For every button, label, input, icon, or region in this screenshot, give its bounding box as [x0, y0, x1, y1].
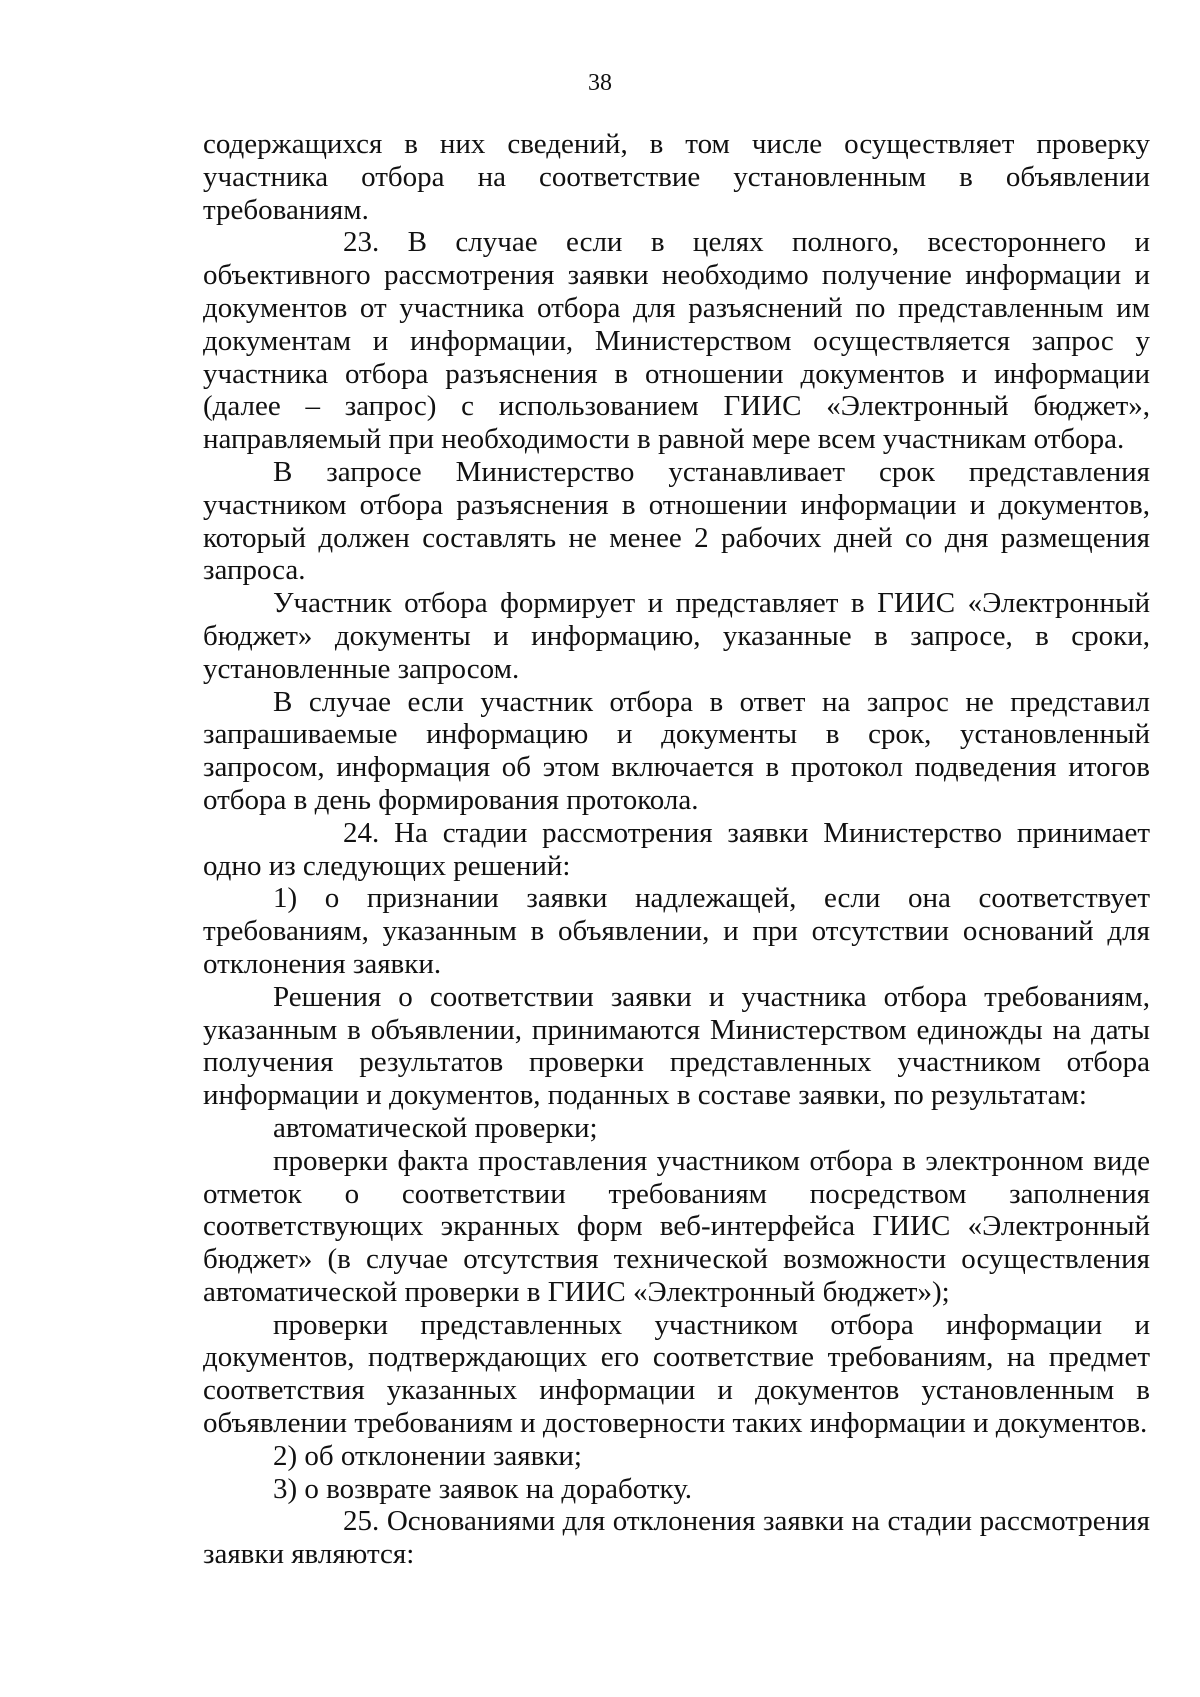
paragraph-text: В случае если в целях полного, всестороннего и объективного рассмотрения заявки необходимо получение информации и документов от участника отбора для разъяснений по представленным им документам и информации, Министерством осуществляется запрос у участника отбора разъяснения в отношении документов и информации (далее – запрос) с использованием ГИИС «Электронный бюджет», направляемый при необходимости в равной мере всем участникам отбора.	[203, 226, 1150, 456]
paragraph-decision-3: 3) о возврате заявок на доработку.	[273, 1472, 693, 1505]
paragraph-participant-submits: Участник отбора формирует и представляет в ГИИС «Электронный бюджет» документы и информацию, указанные в запросе, в сроки, установленные запросом.	[203, 587, 1150, 685]
document-body	[203, 128, 1150, 1571]
paragraph-no-response: В случае если участник отбора в ответ на запрос не представил запрашиваемые информацию и документы в срок, установленный запросом, информация об этом включается в протокол подведения итогов отбора в день формирования протокола.	[203, 685, 1150, 816]
page-number: 38	[588, 70, 612, 96]
item-number: 25.	[343, 1505, 380, 1538]
paragraph-automatic-check: автоматической проверки;	[273, 1111, 598, 1144]
item-number: 23.	[343, 226, 380, 259]
paragraph-item-23	[203, 226, 1150, 456]
paragraph-text: Основаниями для отклонения заявки на стадии рассмотрения заявки являются:	[203, 1505, 1150, 1571]
paragraph-decisions-compliance: Решения о соответствии заявки и участника отбора требованиям, указанным в объявлении, принимаются Министерством единожды на даты получения результатов проверки представленных участником отбора информации и документов, поданных в составе заявки, по результатам:	[203, 980, 1150, 1112]
paragraph-manual-marks-check: проверки факта проставления участником отбора в электронном виде отметок о соответствии требованиям посредством заполнения соответствующих экранных форм веб-интерфейса ГИИС «Электронный бюджет» (в случае отсутствия технической возможности осуществления автоматической проверки в ГИИС «Электронный бюджет»);	[203, 1144, 1150, 1308]
paragraph-documents-check: проверки представленных участником отбора информации и документов, подтверждающих его соответствие требованиям, на предмет соответствия указанных информации и документов установленным в объявлении требованиям и достоверности таких информации и документов.	[203, 1308, 1150, 1440]
paragraph-item-24	[203, 817, 1150, 883]
paragraph-request-deadline: В запросе Министерство устанавливает срок представления участником отбора разъяснения в отношении информации и документов, который должен составлять не менее 2 рабочих дней со дня размещения запроса.	[203, 455, 1150, 587]
paragraph-decision-1: 1) о признании заявки надлежащей, если она соответствует требованиям, указанным в объявлении, и при отсутствии оснований для отклонения заявки.	[203, 882, 1150, 980]
paragraph-text: На стадии рассмотрения заявки Министерство принимает одно из следующих решений:	[203, 816, 1151, 882]
paragraph-decision-2: 2) об отклонении заявки;	[273, 1439, 582, 1472]
paragraph-item-25	[203, 1505, 1150, 1571]
paragraph-continuation: содержащихся в них сведений, в том числе осуществляет проверку участника отбора на соответствие установленным в объявлении требованиям.	[203, 128, 1150, 226]
item-number: 24.	[343, 816, 380, 849]
